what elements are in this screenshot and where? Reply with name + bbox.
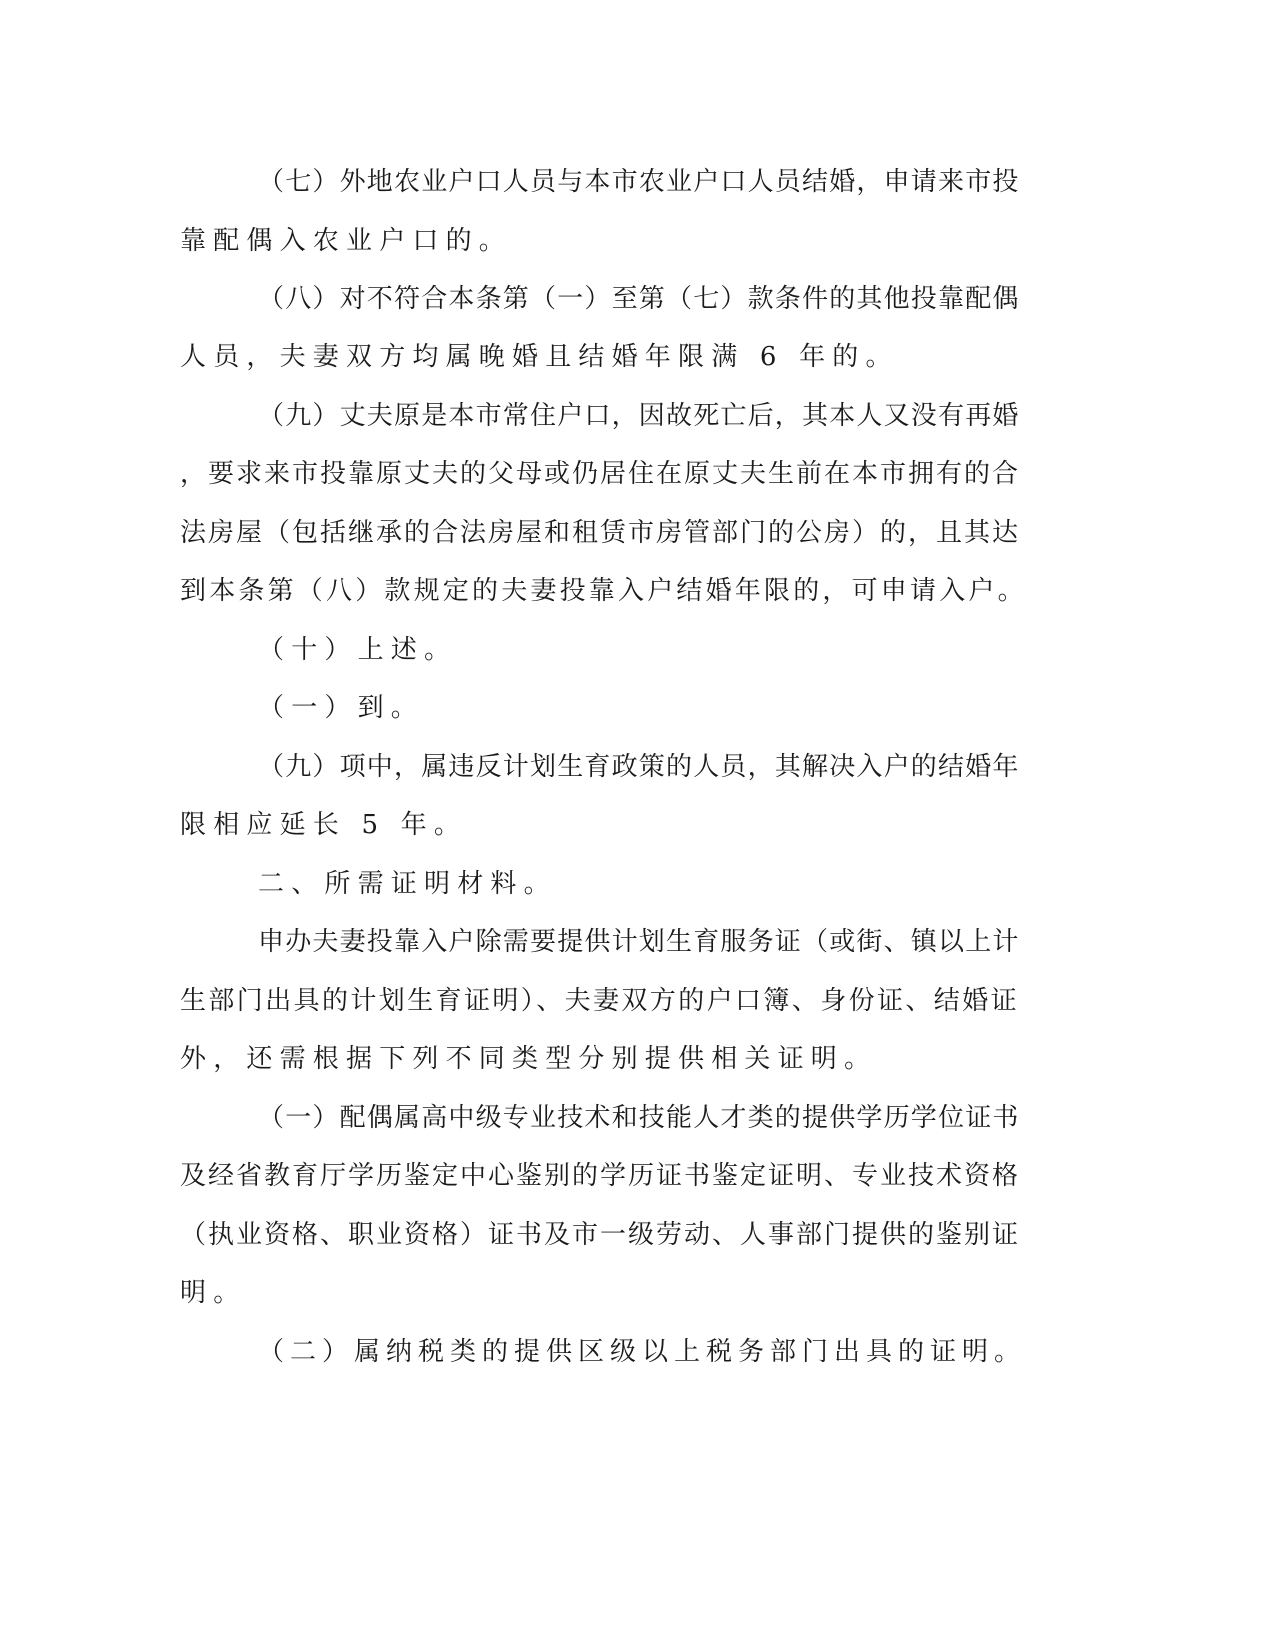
text-line: ，要求来市投靠原丈夫的父母或仍居住在原丈夫生前在本市拥有的合 <box>180 459 1021 489</box>
text-line: （九）项中，属违反计划生育政策的人员，其解决入户的结婚年 <box>258 752 1020 782</box>
text-line: 靠配偶入农业户口的。 <box>180 226 513 256</box>
text-line: （十）上述。 <box>258 635 458 665</box>
text-line: 及经省教育厅学历鉴定中心鉴别的学历证书鉴定证明、专业技术资格 <box>180 1161 1021 1191</box>
text-line: 到本条第（八）款规定的夫妻投靠入户结婚年限的，可申请入户。 <box>180 576 1027 606</box>
text-line: 外，还需根据下列不同类型分别提供相关证明。 <box>180 1044 878 1074</box>
text-line: （二）属纳税类的提供区级以上税务部门出具的证明。 <box>258 1337 1027 1367</box>
text-line: （七）外地农业户口人员与本市农业户口人员结婚，申请来市投 <box>258 167 1020 197</box>
text-line: （一）到。 <box>258 693 425 723</box>
text-line: 申办夫妻投靠入户除需要提供计划生育服务证（或街、镇以上计 <box>258 927 1020 957</box>
text-line: （八）对不符合本条第（一）至第（七）款条件的其他投靠配偶 <box>258 284 1020 314</box>
text-line: （一）配偶属高中级专业技术和技能人才类的提供学历学位证书 <box>258 1103 1020 1133</box>
text-line: （九）丈夫原是本市常住户口，因故死亡后，其本人又没有再婚 <box>258 401 1020 431</box>
text-line: 限相应延长 5 年。 <box>180 810 468 840</box>
text-line: （执业资格、职业资格）证书及市一级劳动、人事部门提供的鉴别证 <box>180 1220 1021 1250</box>
text-line: 法房屋（包括继承的合法房屋和租赁市房管部门的公房）的，且其达 <box>180 518 1021 548</box>
text-line: 人员，夫妻双方均属晚婚且结婚年限满 6 年的。 <box>180 342 899 372</box>
text-line: 生部门出具的计划生育证明）、夫妻双方的户口簿、身份证、结婚证 <box>180 986 1020 1016</box>
section-heading: 二、所需证明材料。 <box>258 869 557 899</box>
text-line: 明。 <box>180 1278 247 1308</box>
